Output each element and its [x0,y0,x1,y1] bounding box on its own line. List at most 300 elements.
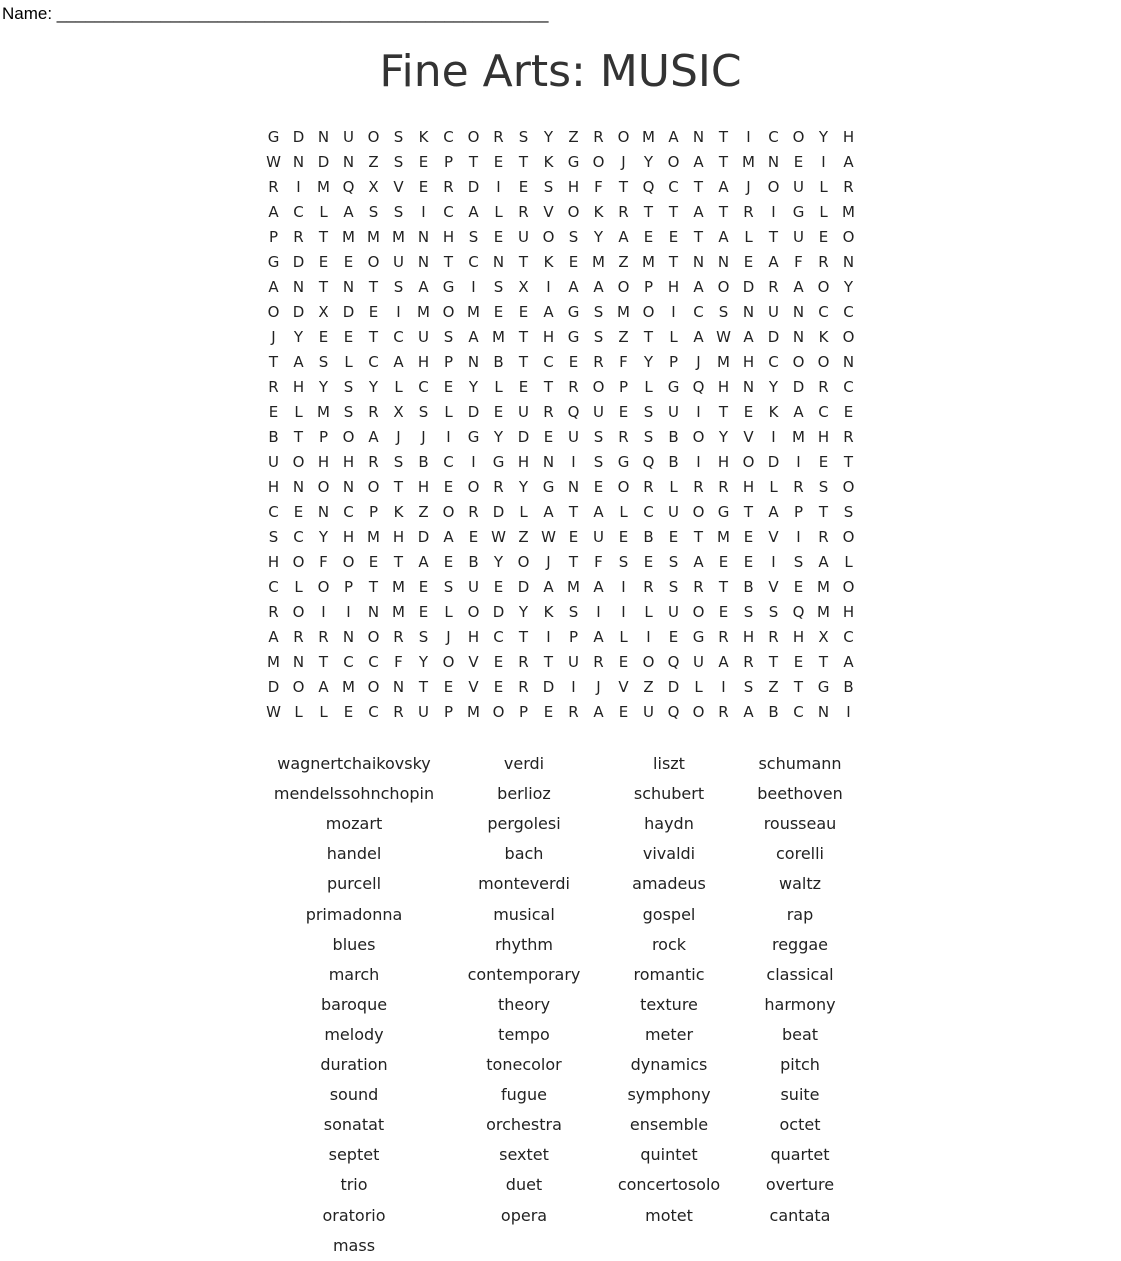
word-list-item: verdi [503,754,545,773]
name-field-label: Name: ____________________________________________________ [2,4,549,23]
grid-letter: L [694,678,703,696]
grid-letter: F [319,553,328,571]
grid-letter: J [396,428,401,446]
grid-letter: X [518,278,529,296]
grid-letter: U [768,303,779,321]
grid-letter: M [467,703,480,721]
grid-letter: E [418,603,429,621]
grid-letter: Z [518,528,529,546]
grid-letter: E [793,578,804,596]
grid-letter: U [793,178,804,196]
grid-letter: G [692,628,705,646]
grid-letter: U [693,653,704,671]
grid-letter: C [793,703,804,721]
grid-letter: M [567,578,580,596]
grid-letter: H [392,528,405,546]
grid-letter: I [796,528,801,546]
grid-letter: L [319,703,328,721]
word-list-item: schumann [758,754,842,773]
grid-letter: R [593,128,604,146]
grid-letter: E [493,653,504,671]
grid-letter: X [393,403,404,421]
grid-letter: E [543,703,554,721]
grid-letter: S [343,378,354,396]
grid-letter: Y [518,603,529,621]
grid-letter: I [671,303,676,321]
grid-letter: S [818,478,829,496]
grid-letter: R [543,403,554,421]
word-list-item: rhythm [495,934,553,954]
grid-letter: S [443,578,454,596]
grid-letter: E [518,178,529,196]
grid-letter: I [846,703,851,721]
grid-letter: A [743,703,754,721]
grid-letter: R [818,378,829,396]
grid-letter: T [718,403,729,421]
grid-letter: M [817,578,830,596]
grid-letter: E [543,428,554,446]
grid-letter: G [717,503,730,521]
grid-letter: V [543,203,554,221]
grid-letter: T [393,553,404,571]
grid-letter: T [268,353,279,371]
grid-letter: I [621,603,626,621]
grid-letter: R [443,178,454,196]
grid-letter: E [368,553,379,571]
grid-letter: Y [818,128,829,146]
grid-letter: I [471,453,476,471]
grid-letter: E [618,703,629,721]
grid-letter: Y [468,378,479,396]
grid-letter: R [518,678,529,696]
grid-letter: Y [543,128,554,146]
grid-letter: Y [293,328,304,346]
grid-letter: Y [718,428,729,446]
grid-letter: E [418,153,429,171]
word-list-item: berlioz [497,784,551,804]
grid-letter: T [643,203,654,221]
grid-letter: S [268,528,279,546]
grid-letter: O [817,353,830,371]
grid-letter: R [743,203,754,221]
grid-letter: U [593,528,604,546]
grid-letter: D [767,328,780,346]
grid-letter: P [318,428,329,446]
grid-letter: E [443,553,454,571]
grid-letter: E [293,503,304,521]
word-list-item: beethoven [757,784,843,804]
grid-letter: O [467,128,480,146]
grid-letter: I [346,603,351,621]
grid-letter: H [417,353,430,371]
grid-letter: A [793,278,804,296]
grid-letter: R [718,703,729,721]
grid-letter: C [343,503,354,521]
grid-letter: U [518,403,529,421]
grid-letter: E [268,403,279,421]
grid-letter: A [268,203,279,221]
grid-letter: O [717,278,730,296]
word-list-item: liszt [653,754,685,773]
grid-letter: L [444,403,453,421]
grid-letter: G [267,128,280,146]
grid-letter: T [318,653,329,671]
grid-letter: A [593,503,604,521]
grid-letter: Z [568,128,579,146]
grid-letter: H [342,528,355,546]
grid-letter: B [668,428,679,446]
grid-letter: C [293,203,304,221]
grid-letter: N [367,603,380,621]
grid-letter: O [617,478,630,496]
grid-letter: D [292,128,305,146]
grid-letter: E [418,178,429,196]
grid-letter: P [793,503,804,521]
grid-letter: P [443,353,454,371]
grid-letter: E [743,528,754,546]
grid-letter: S [743,603,754,621]
grid-letter: J [596,678,601,696]
grid-letter: O [692,428,705,446]
grid-letter: S [418,403,429,421]
grid-letter: U [793,228,804,246]
grid-letter: S [493,278,504,296]
grid-letter: L [394,378,403,396]
grid-letter: E [793,653,804,671]
word-list-item: corelli [776,844,824,864]
grid-letter: N [842,253,855,271]
grid-letter: O [317,578,330,596]
grid-letter: R [818,528,829,546]
grid-letter: K [543,603,554,621]
grid-letter: M [267,653,280,671]
grid-letter: O [767,178,780,196]
grid-letter: L [669,328,678,346]
grid-letter: H [542,328,555,346]
grid-letter: C [268,578,279,596]
grid-letter: C [368,653,379,671]
grid-letter: F [794,253,803,271]
grid-letter: O [442,503,455,521]
grid-letter: O [617,128,630,146]
grid-letter: H [742,478,755,496]
grid-letter: S [318,353,329,371]
grid-letter: D [467,178,480,196]
grid-letter: N [842,353,855,371]
grid-letter: E [818,228,829,246]
grid-letter: E [668,228,679,246]
grid-letter: R [693,578,704,596]
grid-letter: A [593,278,604,296]
grid-letter: G [567,328,580,346]
grid-letter: S [593,453,604,471]
grid-letter: Q [792,603,805,621]
grid-letter: S [568,228,579,246]
grid-letter: O [592,153,605,171]
grid-letter: O [367,678,380,696]
grid-letter: L [444,603,453,621]
grid-letter: G [442,278,455,296]
grid-letter: C [368,353,379,371]
grid-letter: L [344,353,353,371]
grid-letter: R [268,603,279,621]
grid-letter: O [442,653,455,671]
grid-letter: T [643,328,654,346]
word-list-item: bach [504,844,544,864]
grid-letter: I [571,678,576,696]
grid-letter: K [768,403,779,421]
grid-letter: T [843,453,854,471]
grid-letter: S [668,553,679,571]
grid-letter: I [696,453,701,471]
grid-letter: Y [318,528,329,546]
grid-letter: I [646,628,651,646]
grid-letter: N [342,478,355,496]
grid-letter: X [368,178,379,196]
grid-letter: O [367,628,380,646]
word-list-item: duration [320,1055,388,1074]
grid-letter: Y [518,478,529,496]
grid-letter: T [518,353,529,371]
word-list-item: ensemble [629,1115,709,1135]
grid-letter: N [742,378,755,396]
grid-letter: I [771,203,776,221]
word-list-item: harmony [764,994,836,1014]
grid-letter: E [493,678,504,696]
grid-letter: P [443,703,454,721]
word-list-item: quartet [770,1145,830,1165]
grid-letter: H [842,603,855,621]
grid-letter: G [492,453,505,471]
grid-letter: J [696,353,701,371]
grid-letter: K [543,153,554,171]
grid-letter: I [821,153,826,171]
grid-letter: T [793,678,804,696]
grid-letter: A [618,228,629,246]
grid-letter: S [393,278,404,296]
grid-letter: H [442,228,455,246]
grid-letter: E [568,253,579,271]
grid-letter: Z [618,253,629,271]
grid-letter: J [421,428,426,446]
word-list-item: amadeus [632,874,706,894]
word-list-item: blues [332,934,376,954]
grid-letter: R [268,178,279,196]
word-list-item: vivaldi [642,844,696,864]
word-list-item: haydn [644,814,694,834]
grid-letter: R [718,628,729,646]
grid-letter: S [618,553,629,571]
grid-letter: T [768,228,779,246]
grid-letter: T [518,328,529,346]
grid-letter: O [842,578,855,596]
grid-letter: T [718,203,729,221]
grid-letter: N [817,703,830,721]
grid-letter: K [418,128,429,146]
grid-letter: A [368,428,379,446]
grid-letter: N [692,128,705,146]
word-list-item: classical [766,964,834,984]
grid-letter: R [743,653,754,671]
grid-letter: U [418,703,429,721]
grid-letter: A [768,503,779,521]
grid-letter: A [593,578,604,596]
grid-letter: L [669,478,678,496]
grid-letter: E [668,628,679,646]
grid-letter: O [617,278,630,296]
grid-letter: M [717,353,730,371]
grid-letter: E [743,553,754,571]
word-list-item: monteverdi [478,874,570,894]
grid-letter: M [392,603,405,621]
grid-letter: I [296,178,301,196]
grid-letter: E [818,453,829,471]
word-list-item: concertosolo [617,1175,721,1195]
grid-letter: U [393,253,404,271]
word-list-item: waltz [778,874,821,894]
grid-letter: A [293,353,304,371]
grid-letter: A [568,278,579,296]
grid-letter: T [618,178,629,196]
word-list-item: sound [329,1085,379,1105]
grid-letter: O [367,253,380,271]
grid-letter: U [668,403,679,421]
word-list-item: sextet [499,1145,549,1165]
grid-letter: K [593,203,604,221]
grid-letter: V [743,428,754,446]
grid-letter: B [743,578,754,596]
grid-letter: R [593,653,604,671]
grid-letter: Y [368,378,379,396]
grid-letter: R [818,253,829,271]
grid-letter: O [692,703,705,721]
grid-letter: O [792,128,805,146]
grid-letter: E [518,303,529,321]
grid-letter: C [843,628,854,646]
grid-letter: S [718,303,729,321]
grid-letter: J [546,553,551,571]
grid-letter: D [517,578,530,596]
grid-letter: U [668,503,679,521]
grid-letter: O [842,478,855,496]
grid-letter: S [468,228,479,246]
word-list-item: rock [651,934,687,954]
grid-letter: M [842,203,855,221]
grid-letter: B [843,678,854,696]
grid-letter: H [667,278,680,296]
grid-letter: L [619,503,628,521]
grid-letter: U [568,653,579,671]
grid-letter: S [418,628,429,646]
grid-letter: P [568,628,579,646]
grid-letter: Z [768,678,779,696]
grid-letter: R [393,628,404,646]
grid-letter: X [318,303,329,321]
grid-letter: I [696,403,701,421]
grid-letter: O [292,553,305,571]
grid-letter: L [844,553,853,571]
grid-letter: G [667,378,680,396]
grid-letter: Y [768,378,779,396]
grid-letter: I [546,278,551,296]
grid-letter: M [717,528,730,546]
grid-letter: U [568,428,579,446]
grid-letter: E [618,403,629,421]
grid-letter: D [542,678,555,696]
grid-letter: T [443,253,454,271]
grid-letter: J [446,628,451,646]
grid-letter: N [342,278,355,296]
grid-letter: N [417,253,430,271]
grid-letter: Q [692,378,705,396]
grid-letter: O [592,378,605,396]
grid-letter: H [342,453,355,471]
grid-letter: P [518,703,529,721]
word-list-item: wagnertchaikovsky [277,754,431,773]
grid-letter: U [668,603,679,621]
grid-letter: R [593,353,604,371]
grid-letter: T [368,278,379,296]
grid-letter: M [467,303,480,321]
grid-letter: D [767,453,780,471]
grid-letter: M [417,303,430,321]
grid-letter: U [343,128,354,146]
word-list-item: mozart [325,814,383,834]
grid-letter: S [393,153,404,171]
word-list-item: tonecolor [486,1055,562,1074]
grid-letter: C [643,503,654,521]
grid-letter: T [418,678,429,696]
grid-letter: N [342,153,355,171]
grid-letter: M [617,303,630,321]
word-list-item: beat [781,1024,819,1044]
grid-letter: E [443,678,454,696]
grid-letter: N [317,128,330,146]
grid-letter: T [568,503,579,521]
grid-letter: R [568,703,579,721]
grid-letter: P [443,153,454,171]
grid-letter: U [593,403,604,421]
grid-letter: H [292,378,305,396]
grid-letter: M [392,228,405,246]
grid-letter: A [418,553,429,571]
grid-letter: I [396,303,401,321]
grid-letter: S [368,203,379,221]
grid-letter: C [443,453,454,471]
grid-letter: Y [593,228,604,246]
grid-letter: E [443,378,454,396]
grid-letter: R [293,628,304,646]
word-list-item: duet [505,1175,543,1195]
grid-letter: N [417,228,430,246]
grid-letter: M [792,428,805,446]
grid-letter: H [317,453,330,471]
grid-letter: V [768,578,779,596]
word-list-item: march [328,964,380,984]
grid-letter: A [743,328,754,346]
grid-letter: Q [667,703,680,721]
grid-letter: R [768,278,779,296]
grid-letter: H [267,553,280,571]
grid-letter: D [292,253,305,271]
grid-letter: T [468,153,479,171]
grid-letter: B [468,553,479,571]
grid-letter: S [768,603,779,621]
grid-letter: R [518,653,529,671]
word-list-item: pitch [780,1055,820,1074]
grid-letter: C [443,203,454,221]
grid-letter: Y [493,428,504,446]
